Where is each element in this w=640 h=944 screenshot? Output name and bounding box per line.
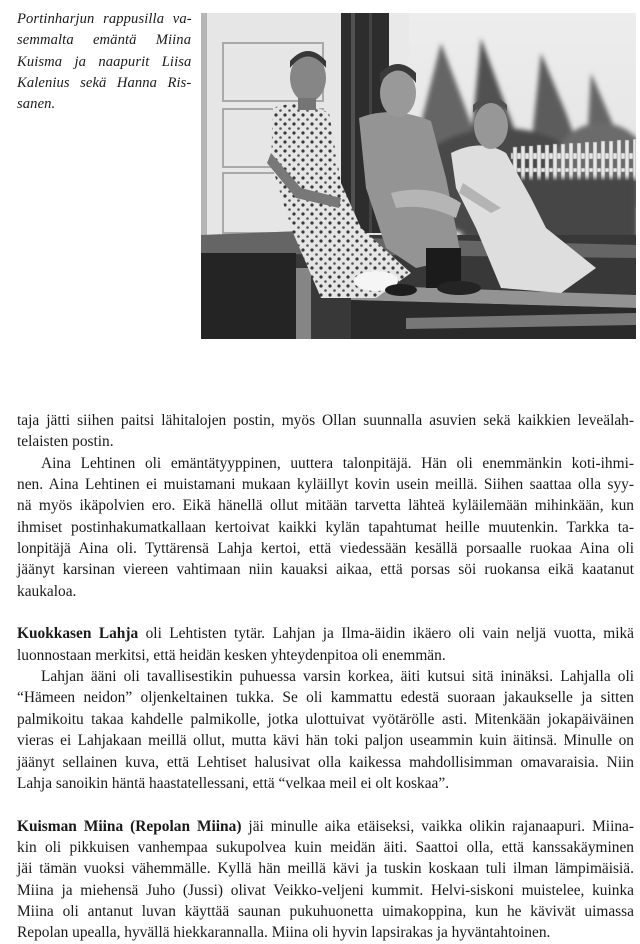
person-name-heading: Kuokkasen Lahja <box>17 625 139 643</box>
text-line: jäänyt sellainen kuva, että Lehtiset halusivat olla kaikessa mahdollisimman omavaraisia. Niin <box>17 753 634 771</box>
paragraph <box>17 453 634 602</box>
paragraph <box>17 410 634 453</box>
text-line: nen. Aina Lehtinen ei muistamani mukaan kyläillyt kovin usein meillä. Siihen saattaa olla syy- <box>17 476 634 494</box>
caption-line: semmalta emäntä Miina <box>17 32 192 49</box>
text-line: luonnostaan merkitsi, että heidän kesken yhteydenpitoa oli enemmän. <box>17 646 446 664</box>
caption-line: Kuisma ja naapurit Liisa <box>17 53 192 70</box>
text-line: jäi tämän vuoksi vähemmälle. Kyllä hän meillä kävi ja tuskin koskaan tuli ilman lämpimäisiä. <box>17 860 634 878</box>
historical-photo <box>201 13 636 339</box>
text-line: palmikoitu takaa kahdelle palmikolle, jotka ulottuivat vyötärölle asti. Mitenkään jokapäiväinen <box>17 710 634 728</box>
text-line: jäänyt karsinan viereen vahtimaan niin kauaksi aikaa, että porsas söi ruokansa eikä kaatanut <box>17 561 634 579</box>
text-line: Aina Lehtinen oli emäntätyyppinen, uuttera talonpitäjä. Hän oli enemmänkin koti-ihmi- <box>41 454 634 472</box>
text-line: taja jätti siihen paitsi lähitalojen postin, myös Ollan suunnalla asuvien sekä kaikkien leveälah- <box>17 412 634 429</box>
text-line: lonpitäjä Aina oli. Tyttärensä Lahja kertoi, että viedessään kesällä porsaalle ruokaa Aina oli <box>17 540 634 558</box>
photo-caption <box>17 9 192 115</box>
text-line: Repolan upealla, hyvällä hiekkarannalla. Miina oli hyvin lapsirakas ja hyväntahtoinen. <box>17 924 551 942</box>
text-line: Miina oli antanut luvan käyttää saunan pukuhuonetta uimakoppina, kun he kävivät uimassa <box>17 902 634 920</box>
caption-line: Portinharjun rappusilla va- <box>17 11 192 27</box>
text-line: “Hämeen neidon” oljenkeltainen tukka. Se oli kammattu edestä suoraan jakaukselle ja sitten <box>17 689 634 707</box>
paragraph-section-kuisman-miina <box>17 816 634 944</box>
article-body <box>17 410 634 944</box>
text-line-rest: jäi minulle aika etäiseksi, vaikka olikin rajanaapuri. Miina- <box>241 817 635 835</box>
paragraph <box>17 666 634 794</box>
text-line: ihmiset postinhakumatkallaan kertoivat kaikki kylän tapahtumat heille muutenkin. Tarkka ta- <box>17 518 634 536</box>
text-line: kin oli pikkuisen vanhempaa sukupolvea kuin meidän äiti. Saattoi olla, että kanssakäyminen <box>17 838 634 856</box>
person-name-heading: Kuisman Miina (Repolan Miina) <box>17 817 242 835</box>
text-line: kaukaloa. <box>17 582 77 600</box>
text-line: nä myös ikäpolvien ero. Eikä hänellä ollut mitään tarvetta lähteä kyläilemään mihinkään, kun <box>17 497 634 515</box>
text-line: Lahjan ääni oli tavallisestikin puhuessa varsin korkea, äiti kutsui sitä ininäksi. Lahjalla oli <box>41 668 634 686</box>
text-line: telaisten postin. <box>17 433 114 451</box>
text-line: Lahja sanoikin häntä haastatellessani, että “velkaa meil ei olt koskaa”. <box>17 774 450 792</box>
paragraph-section-kuokkasen-lahja <box>17 623 634 666</box>
caption-line: Kalenius sekä Hanna Ris- <box>17 74 192 91</box>
text-line: vieras ei Lahjakaan meillä ollut, mutta kävi hän toki paljon useammin kuin äitinsä. Minulle on <box>17 732 634 750</box>
caption-line: sanen. <box>17 96 56 113</box>
text-line: Miina ja miehensä Juho (Jussi) olivat Veikko-veljeni kummit. Helvi-siskoni muistelee, kuinka <box>17 881 634 899</box>
text-line <box>17 623 634 644</box>
text-line <box>17 816 634 837</box>
text-line-rest: oli Lehtisten tytär. Lahjan ja Ilma-äidin ikäero oli vain neljä vuotta, mikä <box>138 625 635 643</box>
